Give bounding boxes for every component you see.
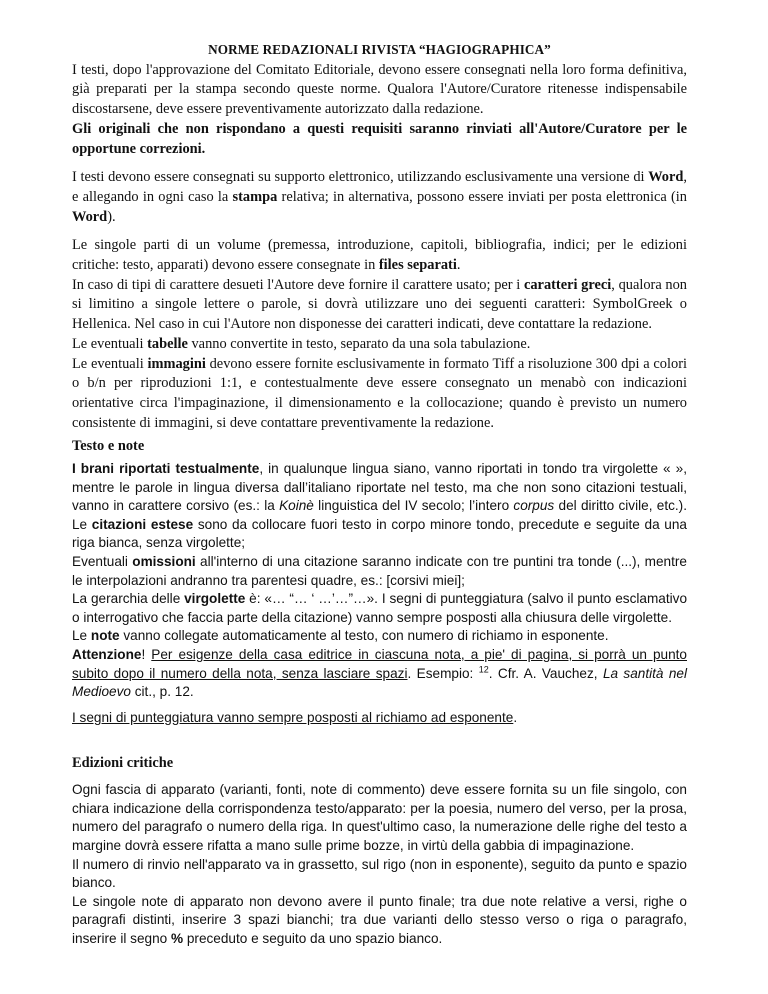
- attention-label: Attenzione: [72, 647, 142, 662]
- parts-paragraph: Le singole parti di un volume (premessa, introduzione, capitoli, bibliografia, indici; per le edizioni critiche: testo, apparati) devono essere consegnate in files separati.: [72, 237, 687, 274]
- format-paragraph: I testi devono essere consegnati su supporto elettronico, utilizzando esclusivamente una versione di Word, e allegando in ogni caso la stampa relativa; in alternativa, possono essere inviati per posta elettronica (in Word).: [72, 169, 687, 225]
- apparatus-notes-paragraph: Le singole note di apparato non devono avere il punto finale; tra due note relative a versi, righe o paragrafi distinti, inserire 3 spazi bianchi; tra due varianti dello stesso verso o riga o paragrafo, inserire il segno % preceduto e seguito da uno spazio bianco.: [72, 893, 687, 946]
- images-paragraph: Le eventuali immagini devono essere fornite esclusivamente in formato Tiff a risoluzione 300 dpi a colori o b/n per riproduzioni 1:1, e contestualmente deve essere consegnato un menabò con indicazioni orientative circa l'impaginazione, il dimensionamento e la collocazione; quando è previsto un numero consistente di immagini, si deve contattare preventivamente la redazione.: [72, 355, 687, 431]
- apparatus-paragraph: Ogni fascia di apparato (varianti, fonti, note di commento) deve essere fornita su un file singolo, con chiara indicazione della corrispondenza testo/apparato: per la poesia, numero del verso, per la prosa, numero del paragrafo o numero della riga. In quest'ultimo caso, la numerazione delle righe del testo a margine dovrà essere rifatta a mano sulle prime bozze, in virtù della gabbia di impaginazione.: [72, 782, 687, 853]
- notes-paragraph: Le note vanno collegate automaticamente al testo, con numero di richiamo in esponente. Attenzione! Per esigenze della casa editrice in ciascuna nota, a pie' di pagina, si porrà un punto subito dopo il numero della nota, senza lasciare spazi. Esempio: $^{12}$. Cfr. A. Vauchez, La santità nel Medioevo cit., p. 12.: [72, 628, 688, 700]
- quote-hierarchy-paragraph: La gerarchia delle virgolette è: «… “… ‘ …’…”…». I segni di punteggiatura (salvo il punto esclamativo o interrogativo che faccia parte della citazione) vanno sempre posposti alla chiusura delle virgolette.: [72, 591, 688, 625]
- intro-paragraph: I testi, dopo l'approvazione del Comitato Editoriale, devono essere consegnati nella loro forma definitiva, già preparati per la stampa secondo queste norme. Qualora l'Autore/Curatore ritenesse indispensabile discostarsene, deve essere preventivamente autorizzato dalla redazione. Gli originali che non rispondano a questi requisiti saranno rinviati all'Autore/Curatore per le opportune correzioni.: [72, 61, 687, 157]
- tables-paragraph: Le eventuali tabelle vanno convertite in testo, separato da una sola tabulazione.: [72, 335, 531, 352]
- reference-number-paragraph: Il numero di rinvio nell'apparato va in grassetto, sul rigo (non in esponente), seguito da punto e spazio bianco.: [72, 856, 687, 891]
- section-heading-edizioni-critiche: Edizioni critiche: [72, 755, 174, 772]
- punctuation-note: I segni di punteggiatura vanno sempre posposti al richiamo ad esponente.: [72, 709, 518, 725]
- intro-warning: Gli originali che non rispondano a questi requisiti saranno rinviati all'Autore/Curatore per le opportune correzioni.: [72, 120, 687, 157]
- fonts-paragraph: In caso di tipi di carattere desueti l'Autore deve fornire il carattere usato; per i caratteri greci, qualora non si limitino a singole lettere o parole, si dovrà utilizzare uno dei seguenti caratteri: SymbolGreek o Hellenica. Nel caso in cui l'Autore non disponesse dei caratteri indicati, deve contattare la redazione.: [72, 276, 688, 333]
- section-heading-testo-e-note: Testo e note: [72, 438, 145, 455]
- document-title: NORME REDAZIONALI RIVISTA “HAGIOGRAPHICA”: [208, 42, 551, 57]
- quotes-paragraph: I brani riportati testualmente, in qualunque lingua siano, vanno riportati in tondo tra virgolette « », mentre le parole in lingua diversa dall’italiano riportate nel testo, ma che non sono citazioni testuali, vanno in carattere corsivo (es.: la Koinè linguistica del IV secolo; l’intero corpus del diritto civile, etc.). Le citazioni estese sono da collocare fuori testo in corpo minore tondo, precedute e seguite da una riga bianca, senza virgolette;: [72, 461, 687, 551]
- omissions-paragraph: Eventuali omissioni all'interno di una citazione saranno indicate con tre puntini tra tonde (...), mentre le interpolazioni andranno tra parentesi quadre, es.: [corsivi miei];: [72, 554, 687, 588]
